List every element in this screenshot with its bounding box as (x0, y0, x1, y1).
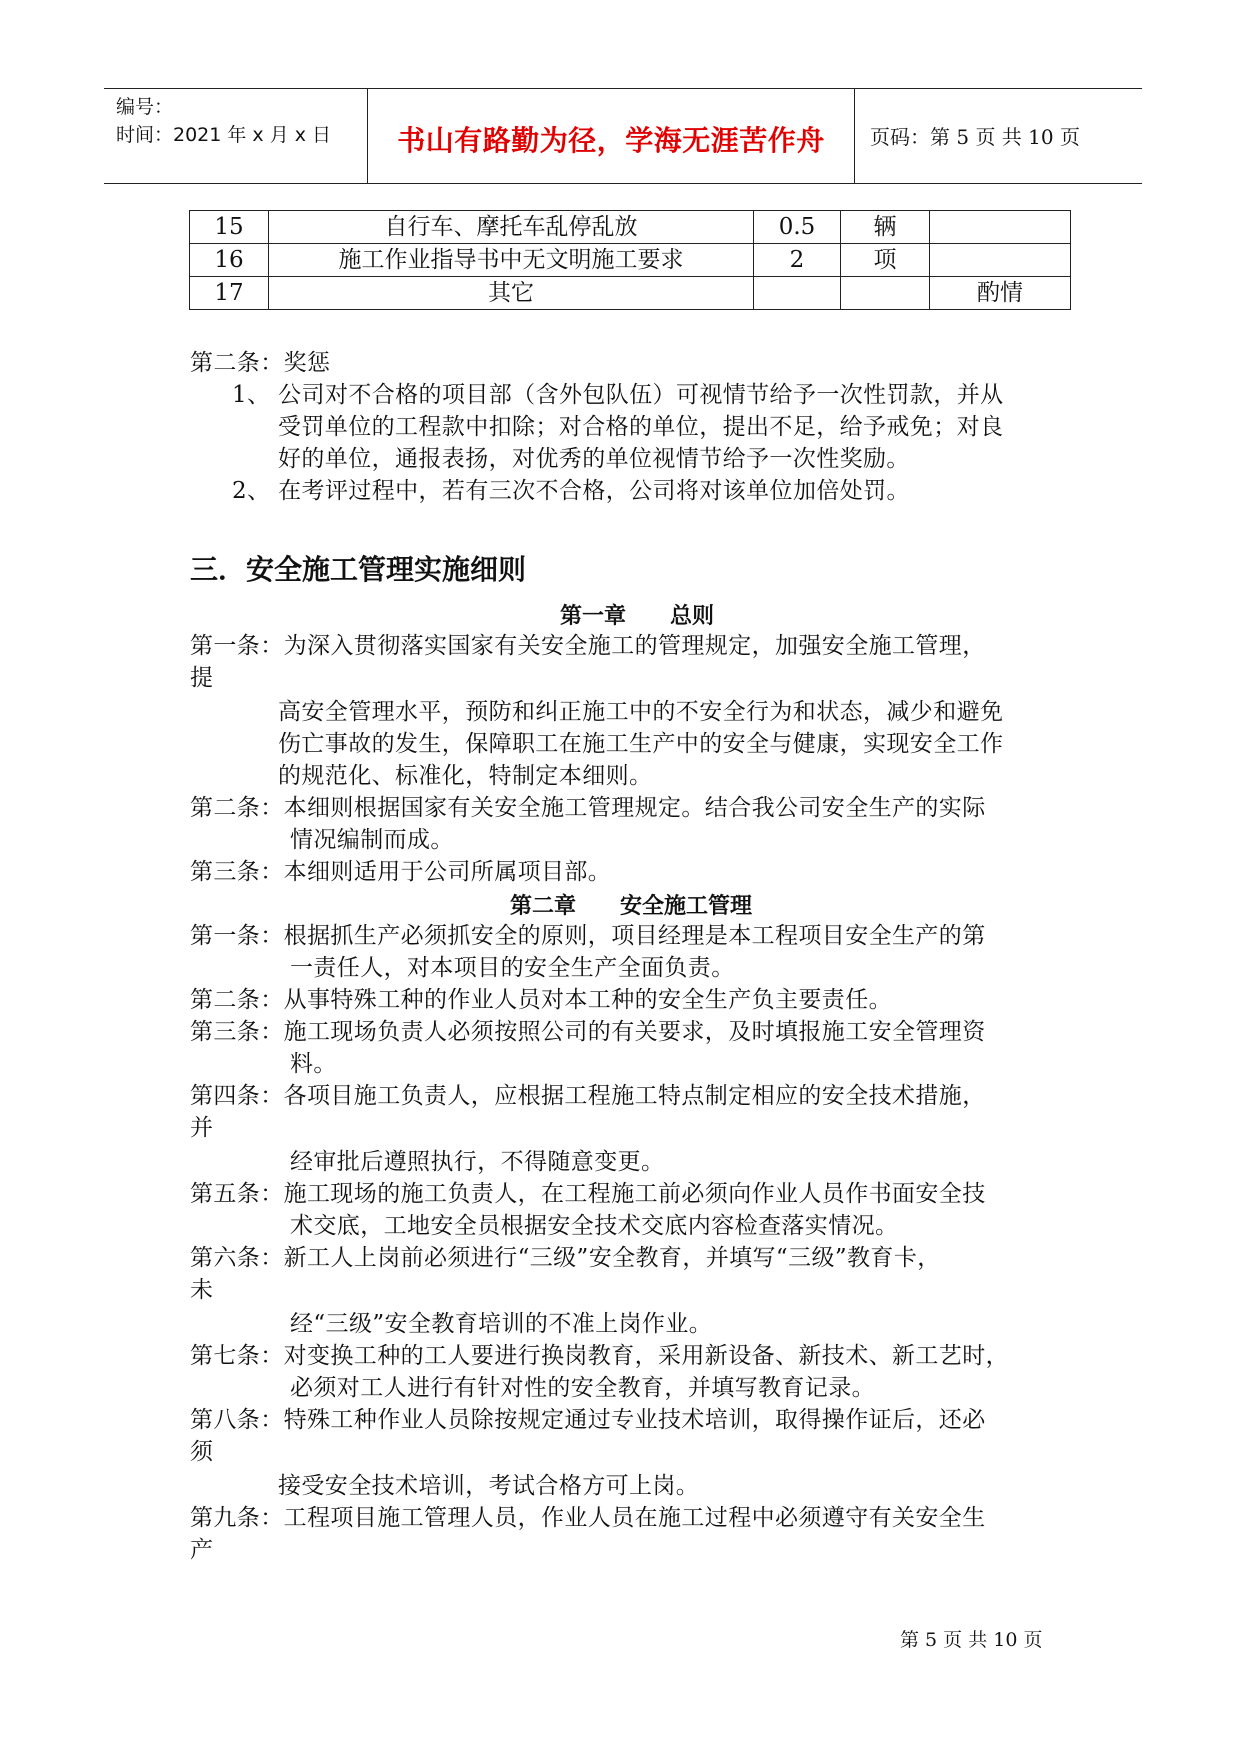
paragraph-line: 料。 (290, 1051, 337, 1077)
paragraph-line: 接受安全技术培训，考试合格方可上岗。 (278, 1473, 700, 1499)
table-cell-score (754, 277, 841, 310)
paragraph-line: 须 (190, 1439, 214, 1465)
paragraph-line: 第一条：为深入贯彻落实国家有关安全施工的管理规定，加强安全施工管理， (190, 633, 986, 659)
paragraph-line: 第九条：工程项目施工管理人员，作业人员在施工过程中必须遵守有关安全生 (190, 1505, 986, 1531)
table-cell-score: 0.5 (754, 211, 841, 244)
paragraph-line: 伤亡事故的发生，保障职工在施工生产中的安全与健康，实现安全工作 (278, 731, 1004, 757)
paragraph-line: 第一条：根据抓生产必须抓安全的原则，项目经理是本工程项目安全生产的第 (190, 923, 986, 949)
header-motto: 书山有路勤为径，学海无涯苦作舟 (397, 124, 825, 157)
paragraph-line: 第二条：从事特殊工种的作业人员对本工种的安全生产负主要责任。 (190, 987, 892, 1013)
table-cell-unit: 辆 (841, 211, 930, 244)
paragraph-line: 术交底，工地安全员根据安全技术交底内容检查落实情况。 (290, 1213, 899, 1239)
paragraph-line: 第六条：新工人上岗前必须进行“三级”安全教育，并填写“三级”教育卡， (190, 1245, 941, 1271)
paragraph-line: 第七条：对变换工种的工人要进行换岗教育，采用新设备、新技术、新工艺时， (190, 1343, 1009, 1369)
paragraph-line: 必须对工人进行有针对性的安全教育，并填写教育记录。 (290, 1375, 875, 1401)
table-cell-note (930, 244, 1071, 277)
paragraph-line: 第二条：本细则根据国家有关安全施工管理规定。结合我公司安全生产的实际 (190, 795, 986, 821)
table-cell-item: 自行车、摩托车乱停乱放 (269, 211, 754, 244)
paragraph-line: 的规范化、标准化，特制定本细则。 (278, 763, 653, 789)
paragraph-line: 2、 在考评过程中，若有三次不合格，公司将对该单位加倍处罚。 (232, 478, 910, 504)
table-row (190, 277, 1071, 310)
header-number-label: 编号： (116, 96, 174, 118)
table-row (190, 211, 1071, 244)
paragraph-line: 第三条：施工现场负责人必须按照公司的有关要求，及时填报施工安全管理资 (190, 1019, 986, 1045)
table-cell-unit: 项 (841, 244, 930, 277)
paragraph-line: 好的单位，通报表扬，对优秀的单位视情节给予一次性奖励。 (278, 446, 910, 472)
chapter-heading: 第二章 安全施工管理 (510, 894, 753, 919)
header-divider (854, 89, 855, 183)
table-cell-no: 17 (190, 277, 269, 310)
header-page-info: 页码：第 5 页 共 10 页 (870, 125, 1080, 149)
table-cell-note: 酌情 (930, 277, 1071, 310)
chapter-heading: 第一章 总则 (560, 604, 715, 629)
table-cell-no: 16 (190, 244, 269, 277)
paragraph-line: 情况编制而成。 (290, 827, 454, 853)
paragraph-line: 第三条：本细则适用于公司所属项目部。 (190, 859, 612, 885)
paragraph-line: 产 (190, 1537, 214, 1563)
table-cell-no: 15 (190, 211, 269, 244)
paragraph-line: 经“三级”安全教育培训的不准上岗作业。 (290, 1311, 713, 1337)
paragraph-line: 经审批后遵照执行，不得随意变更。 (290, 1149, 665, 1175)
header-meta (116, 93, 331, 149)
paragraph-line: 提 (190, 665, 214, 691)
table-cell-score: 2 (754, 244, 841, 277)
paragraph-line: 高安全管理水平，预防和纠正施工中的不安全行为和状态，减少和避免 (278, 699, 1004, 725)
table-cell-item: 其它 (269, 277, 754, 310)
table-row (190, 244, 1071, 277)
paragraph-line: 并 (190, 1115, 214, 1141)
table-cell-unit (841, 277, 930, 310)
section-title: 三．安全施工管理实施细则 (190, 553, 527, 586)
article-heading: 第二条：奖惩 (190, 350, 331, 376)
paragraph-line: 第四条：各项目施工负责人，应根据工程施工特点制定相应的安全技术措施， (190, 1083, 986, 1109)
header-time-label: 时间：2021 年 x 月 x 日 (116, 124, 332, 146)
paragraph-line: 第五条：施工现场的施工负责人，在工程施工前必须向作业人员作书面安全技 (190, 1181, 986, 1207)
table-cell-note (930, 211, 1071, 244)
paragraph-line: 受罚单位的工程款中扣除；对合格的单位，提出不足，给予戒免；对良 (278, 414, 1004, 440)
page-footer: 第 5 页 共 10 页 (900, 1629, 1043, 1651)
paragraph-line: 1、 公司对不合格的项目部（含外包队伍）可视情节给予一次性罚款，并从 (232, 382, 1004, 408)
paragraph-line: 一责任人，对本项目的安全生产全面负责。 (290, 955, 735, 981)
page-header (104, 88, 1142, 184)
paragraph-line: 未 (190, 1277, 214, 1303)
paragraph-line: 第八条：特殊工种作业人员除按规定通过专业技术培训，取得操作证后，还必 (190, 1407, 986, 1433)
table-cell-item: 施工作业指导书中无文明施工要求 (269, 244, 754, 277)
score-table (189, 210, 1071, 310)
